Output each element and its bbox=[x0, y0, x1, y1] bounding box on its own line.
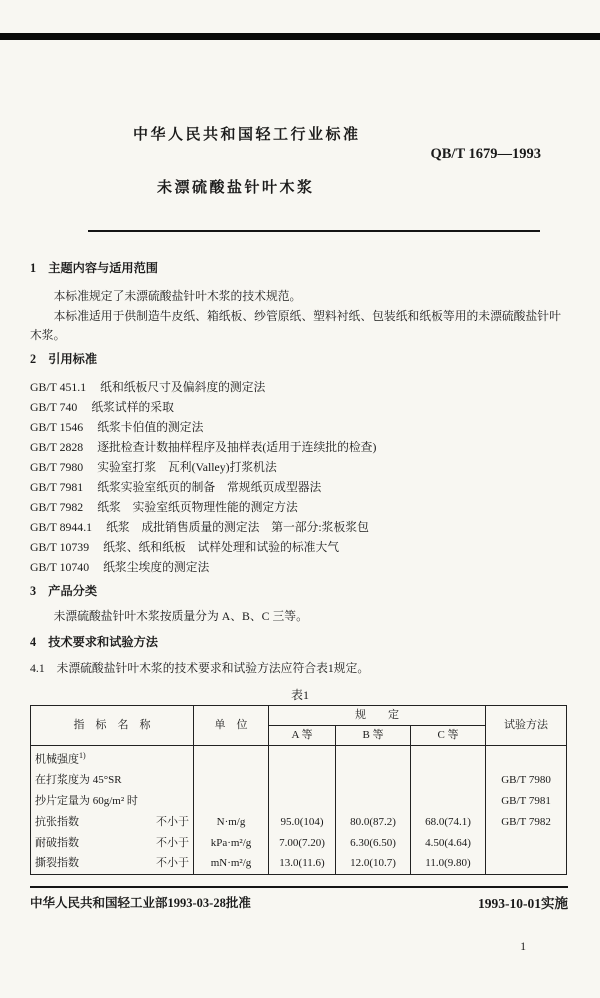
table-row bbox=[31, 791, 567, 812]
table-caption: 表1 bbox=[290, 688, 309, 702]
approval-line: 中华人民共和国轻工业部1993-03-28批准 bbox=[30, 896, 251, 910]
indicator-qualifier: 不小于 bbox=[156, 857, 189, 870]
col-header-test-method: 试验方法 bbox=[486, 706, 567, 746]
table-row bbox=[31, 770, 567, 791]
reference-code: GB/T 740 bbox=[30, 400, 78, 414]
col-header-grade-a: A 等 bbox=[269, 726, 336, 746]
reference-title: 纸浆 成批销售质量的测定法 第一部分:浆板浆包 bbox=[106, 520, 369, 534]
reference-code: GB/T 451.1 bbox=[30, 380, 87, 394]
cell-test-method bbox=[486, 854, 567, 875]
reference-title: 逐批检查计数抽样程序及抽样表(适用于连续批的检查) bbox=[97, 440, 377, 454]
cell-test-method: GB/T 7982 bbox=[486, 812, 567, 833]
indicator-name-group bbox=[35, 834, 79, 853]
cell-grade-b bbox=[336, 791, 411, 812]
cell-grade-a: 95.0(104) bbox=[269, 812, 336, 833]
indicator-name-group bbox=[35, 746, 86, 770]
col-header-indicator-name: 指 标 名 称 bbox=[31, 706, 194, 746]
cell-grade-b bbox=[336, 770, 411, 791]
reference-title: 纸浆实验室纸页的制备 常规纸页成型器法 bbox=[97, 480, 322, 494]
table-row bbox=[31, 746, 567, 770]
cell-test-method bbox=[486, 833, 567, 854]
cell-grade-a: 7.00(7.20) bbox=[269, 833, 336, 854]
cell-test-method: GB/T 7981 bbox=[486, 791, 567, 812]
reference-title: 纸浆尘埃度的测定法 bbox=[103, 560, 210, 574]
cell-grade-b: 80.0(87.2) bbox=[336, 812, 411, 833]
footer-divider-rule bbox=[30, 886, 568, 888]
section-2-heading: 2 引用标准 bbox=[30, 352, 98, 366]
cell-unit bbox=[194, 791, 269, 812]
cell-indicator-name bbox=[31, 746, 194, 770]
cell-indicator-name bbox=[31, 770, 194, 791]
reference-title: 纸浆卡伯值的测定法 bbox=[97, 420, 204, 434]
cell-grade-c bbox=[411, 791, 486, 812]
col-header-grade-c: C 等 bbox=[411, 726, 486, 746]
indicator-qualifier: 不小于 bbox=[156, 836, 189, 849]
section-1-heading: 1 主题内容与适用范围 bbox=[30, 261, 158, 275]
header-divider-rule bbox=[88, 230, 540, 232]
cell-grade-c: 11.0(9.80) bbox=[411, 854, 486, 875]
reference-title: 纸浆、纸和纸板 试样处理和试验的标准大气 bbox=[103, 540, 340, 554]
reference-item bbox=[30, 497, 570, 517]
reference-item bbox=[30, 457, 570, 477]
cell-grade-a bbox=[269, 791, 336, 812]
section-3-paragraph-1: 未漂硫酸盐针叶木浆按质量分为 A、B、C 三等。 bbox=[53, 609, 308, 623]
cell-grade-c: 68.0(74.1) bbox=[411, 812, 486, 833]
indicator-name: 耐破指数 bbox=[35, 836, 79, 849]
reference-item bbox=[30, 557, 570, 577]
cell-indicator-name bbox=[31, 812, 194, 833]
section-3-heading: 3 产品分类 bbox=[30, 584, 98, 598]
reference-item bbox=[30, 377, 570, 397]
reference-item bbox=[30, 537, 570, 557]
cell-grade-c bbox=[411, 770, 486, 791]
cell-grade-a bbox=[269, 770, 336, 791]
cell-indicator-name bbox=[31, 854, 194, 875]
indicator-name: 抗张指数 bbox=[35, 815, 79, 828]
indicator-name-group bbox=[35, 771, 122, 790]
table-row bbox=[31, 812, 567, 833]
table-header-row bbox=[31, 706, 567, 726]
reference-item bbox=[30, 517, 570, 537]
document-body bbox=[30, 256, 570, 875]
reference-code: GB/T 7982 bbox=[30, 500, 84, 514]
col-header-specification: 规 定 bbox=[269, 706, 486, 726]
cell-grade-c bbox=[411, 746, 486, 770]
reference-code: GB/T 8944.1 bbox=[30, 520, 93, 534]
table-row bbox=[31, 854, 567, 875]
reference-title: 实验室打浆 瓦利(Valley)打浆机法 bbox=[97, 460, 277, 474]
indicator-name-group bbox=[35, 792, 138, 811]
indicator-name-group bbox=[35, 854, 79, 873]
indicator-name-group bbox=[35, 813, 79, 832]
cell-grade-c: 4.50(4.64) bbox=[411, 833, 486, 854]
implementation-date: 1993-10-01实施 bbox=[478, 896, 568, 911]
section-1-paragraph-2: 本标准适用于供制造牛皮纸、箱纸板、纱管原纸、塑料衬纸、包装纸和纸板等用的未漂硫酸盐针叶木浆。 bbox=[30, 309, 561, 342]
table-row bbox=[31, 833, 567, 854]
reference-item bbox=[30, 397, 570, 417]
col-header-unit: 单 位 bbox=[194, 706, 269, 746]
references-list bbox=[30, 377, 570, 577]
page-number: 1 bbox=[520, 941, 526, 953]
col-header-grade-b: B 等 bbox=[336, 726, 411, 746]
reference-code: GB/T 2828 bbox=[30, 440, 84, 454]
reference-code: GB/T 1546 bbox=[30, 420, 84, 434]
cell-grade-b bbox=[336, 746, 411, 770]
reference-title: 纸浆试样的采取 bbox=[91, 400, 174, 414]
cell-indicator-name bbox=[31, 791, 194, 812]
reference-code: GB/T 10739 bbox=[30, 540, 90, 554]
cell-unit: mN·m²/g bbox=[194, 854, 269, 875]
cell-grade-a bbox=[269, 746, 336, 770]
cell-unit bbox=[194, 770, 269, 791]
table-body bbox=[31, 746, 567, 875]
top-border-bar bbox=[0, 33, 600, 40]
cell-indicator-name bbox=[31, 833, 194, 854]
indicator-name: 抄片定量为 60g/m² 时 bbox=[35, 794, 138, 807]
indicator-name: 机械强度 bbox=[35, 753, 79, 766]
cell-test-method: GB/T 7980 bbox=[486, 770, 567, 791]
footnote-marker: 1) bbox=[79, 751, 86, 760]
cell-grade-b: 6.30(6.50) bbox=[336, 833, 411, 854]
standard-number: QB/T 1679—1993 bbox=[430, 146, 541, 162]
reference-item bbox=[30, 437, 570, 457]
cell-unit: kPa·m²/g bbox=[194, 833, 269, 854]
section-4-heading: 4 技术要求和试验方法 bbox=[30, 635, 158, 649]
cell-test-method bbox=[486, 746, 567, 770]
reference-code: GB/T 7981 bbox=[30, 480, 84, 494]
cell-grade-a: 13.0(11.6) bbox=[269, 854, 336, 875]
reference-code: GB/T 7980 bbox=[30, 460, 84, 474]
indicator-qualifier: 不小于 bbox=[156, 815, 189, 828]
cell-unit: N·m/g bbox=[194, 812, 269, 833]
section-1-paragraph-1: 本标准规定了未漂硫酸盐针叶木浆的技术规范。 bbox=[53, 289, 302, 303]
document-title: 未漂硫酸盐针叶木浆 bbox=[157, 180, 315, 196]
indicator-name: 在打浆度为 45°SR bbox=[35, 773, 122, 786]
reference-title: 纸浆 实验室纸页物理性能的测定方法 bbox=[97, 500, 298, 514]
cell-unit bbox=[194, 746, 269, 770]
spec-table bbox=[30, 705, 567, 875]
cell-grade-b: 12.0(10.7) bbox=[336, 854, 411, 875]
indicator-name: 撕裂指数 bbox=[35, 857, 79, 870]
reference-title: 纸和纸板尺寸及偏斜度的测定法 bbox=[100, 380, 266, 394]
table-header bbox=[31, 706, 567, 746]
reference-code: GB/T 10740 bbox=[30, 560, 90, 574]
clause-4-1: 4.1 未漂硫酸盐针叶木浆的技术要求和试验方法应符合表1规定。 bbox=[30, 661, 370, 675]
reference-item bbox=[30, 477, 570, 497]
standard-organization-line: 中华人民共和国轻工行业标准 bbox=[133, 127, 361, 143]
reference-item bbox=[30, 417, 570, 437]
